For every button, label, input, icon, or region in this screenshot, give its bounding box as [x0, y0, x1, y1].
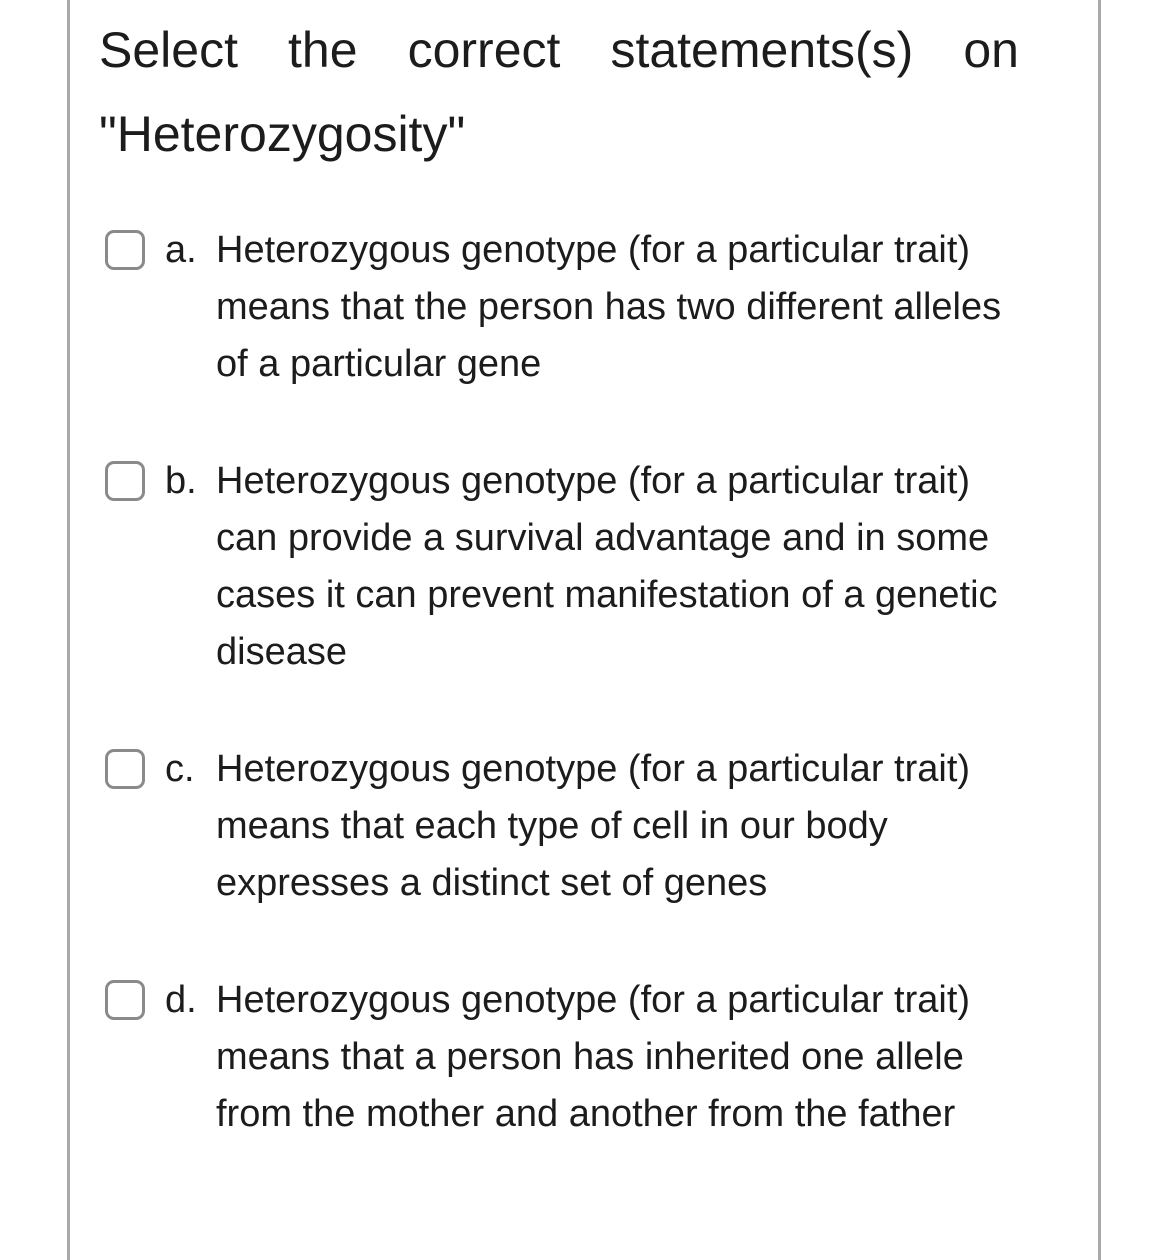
option-text: Heterozygous genotype (for a particular trait) can provide a survival advantage and in some cases it can prevent manifestation of a genetic disease: [216, 460, 998, 673]
option-text: Heterozygous genotype (for a particular trait) means that a person has inherited one allele from the mother and another from the father: [216, 979, 971, 1135]
checkbox-icon[interactable]: [105, 461, 145, 501]
checkbox-icon[interactable]: [105, 230, 145, 270]
checkbox-icon[interactable]: [105, 980, 145, 1020]
option-letter: a.: [165, 229, 197, 271]
option-letter: b.: [165, 460, 197, 502]
option-text: Heterozygous genotype (for a particular trait) means that the person has two different alleles of a particular gene: [216, 229, 1002, 385]
option-letter: c.: [165, 748, 195, 790]
checkbox-icon[interactable]: [105, 749, 145, 789]
option-letter: d.: [165, 979, 197, 1021]
question-title: Select the correct statements(s) on "Heterozygosity": [99, 22, 1019, 162]
option-text: Heterozygous genotype (for a particular trait) means that each type of cell in our body expresses a distinct set of genes: [216, 748, 971, 904]
